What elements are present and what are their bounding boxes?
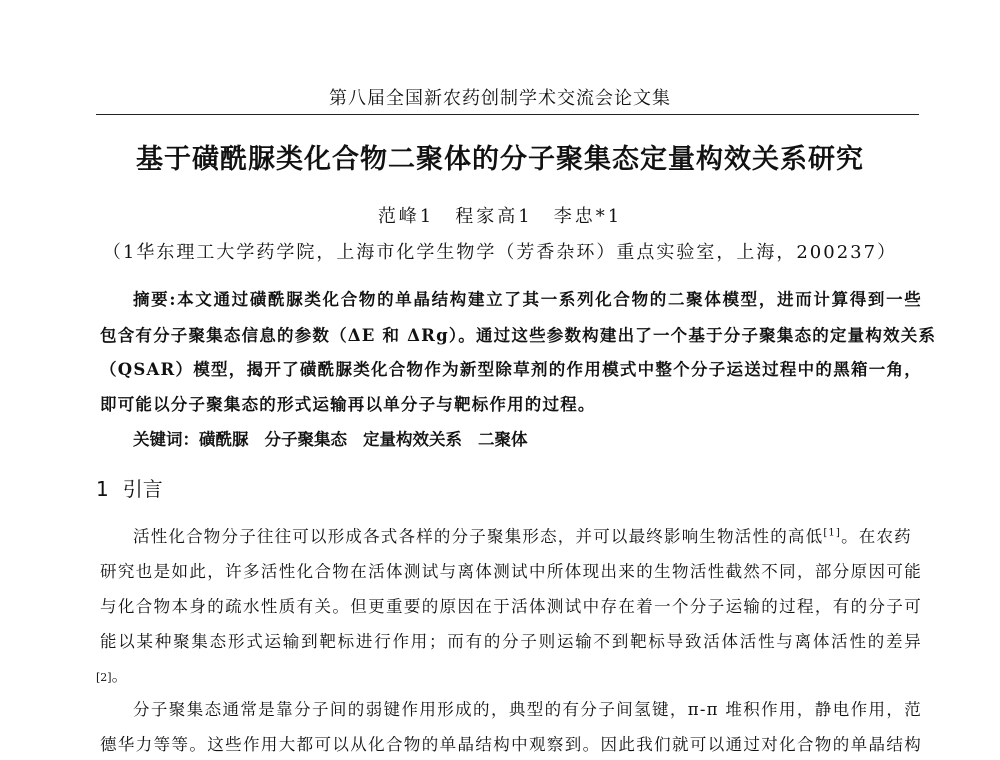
body-line: 分子聚集态通常是靠分子间的弱键作用形成的，典型的有分子间氢键，π-π 堆积作用，静电作用，范 — [133, 700, 922, 719]
author-list: 范峰1 程家高1 李忠*1 — [377, 206, 623, 227]
header-rule — [96, 114, 919, 115]
keywords-label: 关键词： — [133, 430, 199, 449]
citation-line — [96, 663, 128, 686]
abstract-line: 摘要:本文通过磺酰脲类化合物的单晶结构建立了其一系列化合物的二聚体模型，进而计算得到一些 — [133, 290, 922, 309]
keyword: 二聚体 — [478, 430, 528, 449]
end-mark: 。 — [111, 666, 128, 685]
body-text: 。在农药 — [841, 527, 912, 546]
body-text: 活性化合物分子往往可以形成各式各样的分子聚集形态，并可以最终影响生物活性的高低 — [133, 527, 824, 546]
keyword: 定量构效关系 — [363, 430, 462, 449]
citation: [2] — [96, 671, 112, 684]
section-number: 1 — [96, 477, 109, 501]
body-line: 研究也是如此，许多活性化合物在活体测试与离体测试中所体现出来的生物活性截然不同，部分原因可能 — [100, 562, 922, 581]
section-title: 引言 — [122, 477, 163, 501]
running-header: 第八届全国新农药创制学术交流会论文集 — [329, 88, 671, 109]
body-line — [133, 523, 922, 547]
abstract-line: 即可能以分子聚集态的形式运输再以单分子与靶标作用的过程。 — [100, 395, 596, 414]
affiliation: （1华东理工大学药学院，上海市化学生物学（芳香杂环）重点实验室，上海，200237） — [102, 242, 898, 263]
body-line: 德华力等等。这些作用大都可以从化合物的单晶结构中观察到。因此我们就可以通过对化合物的单晶结构 — [100, 735, 922, 754]
abstract-line: 包含有分子聚集态信息的参数（ΔE 和 ΔRg）。通过这些参数构建出了一个基于分子聚集态的定量构效关系 — [100, 326, 937, 345]
section-heading — [96, 473, 163, 502]
keywords — [133, 426, 528, 450]
body-line: 与化合物本身的疏水性质有关。但更重要的原因在于活体测试中存在着一个分子运输的过程，有的分子可 — [100, 597, 922, 616]
abstract-line: （QSAR）模型，揭开了磺酰脲类化合物作为新型除草剂的作用模式中整个分子运送过程中的黑箱一角， — [100, 360, 922, 379]
keyword: 磺酰脲 — [199, 430, 249, 449]
citation: [1] — [823, 527, 842, 539]
paper-title: 基于磺酰脲类化合物二聚体的分子聚集态定量构效关系研究 — [136, 144, 864, 175]
body-line: 能以某种聚集态形式运输到靶标进行作用；而有的分子则运输不到靶标导致活体活性与离体活性的差异 — [100, 632, 922, 651]
keyword: 分子聚集态 — [264, 430, 347, 449]
